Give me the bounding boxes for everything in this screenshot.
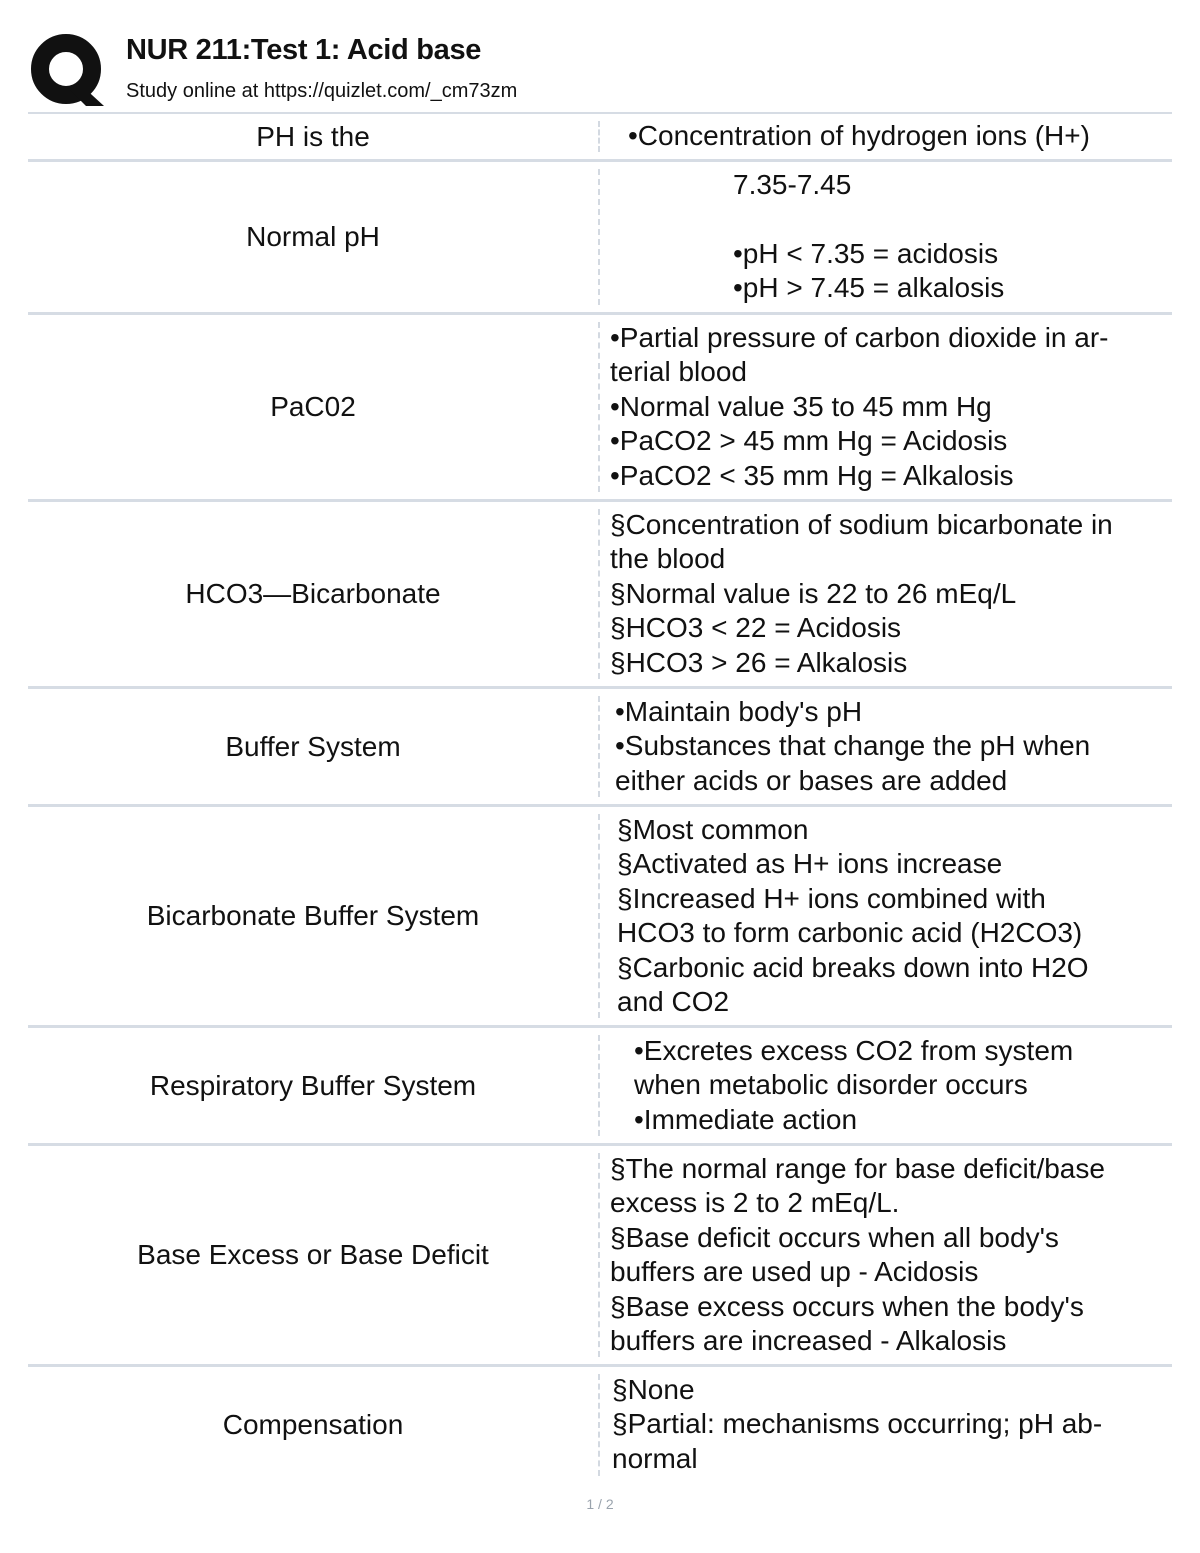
study-link-text: Study online at https://quizlet.com/_cm73zm xyxy=(126,80,518,102)
card-row xyxy=(28,1367,1172,1483)
card-row xyxy=(28,807,1172,1028)
card-row xyxy=(28,1146,1172,1367)
card-row xyxy=(28,1028,1172,1146)
card-row xyxy=(28,502,1172,689)
card-row xyxy=(28,689,1172,807)
card-row xyxy=(28,315,1172,502)
page-title: NUR 211:Test 1: Acid base xyxy=(126,34,482,66)
quizlet-logo-icon xyxy=(30,32,106,108)
card-term: Bicarbonate Buffer System xyxy=(146,900,480,931)
card-term: Respiratory Buffer System xyxy=(149,1069,477,1101)
card-term: Buffer System xyxy=(225,730,401,762)
card-term: Normal pH xyxy=(246,221,380,252)
card-term: Compensation xyxy=(222,1409,404,1440)
card-row xyxy=(28,114,1172,162)
card-definition: 7.35-7.45 •pH < 7.35 = acidosis •pH > 7.45 = alkalosis xyxy=(733,169,1005,304)
card-definition: •Concentration of hydrogen ions (H+) xyxy=(628,120,1090,151)
flashcard-table xyxy=(28,112,1172,1483)
card-definition: §Most common §Activated as H+ ions increase §Increased H+ ions combined with HCO3 to form carbonic acid (H2CO3) §Carbonic acid breaks down into H2O and CO2 xyxy=(617,814,1089,1018)
card-definition: §The normal range for base deficit/base excess is 2 to 2 mEq/L. §Base deficit occurs when all body's buffers are used up - Acidosis §Base excess occurs when the body's buffers are increased - Alkalosis xyxy=(610,1153,1105,1357)
page-number: 1 / 2 xyxy=(586,1496,614,1512)
card-definition: •Partial pressure of carbon dioxide in ar- terial blood •Normal value 35 to 45 mm Hg •PaCO2 > 45 mm Hg = Acidosis •PaCO2 < 35 mm Hg = Alkalosis xyxy=(610,322,1109,491)
card-row xyxy=(28,162,1172,315)
card-term: Base Excess or Base Deficit xyxy=(137,1239,489,1270)
page-header xyxy=(28,30,1178,110)
card-term: PaC02 xyxy=(270,391,356,422)
card-definition: •Maintain body's pH •Substances that change the pH when either acids or bases are added xyxy=(615,696,1091,796)
card-definition: §Concentration of sodium bicarbonate in the blood §Normal value is 22 to 26 mEq/L §HCO3 < 22 = Acidosis §HCO3 > 26 = Alkalosis xyxy=(610,509,1113,678)
card-definition: §None §Partial: mechanisms occurring; pH ab- normal xyxy=(612,1374,1103,1474)
card-term: HCO3—Bicarbonate xyxy=(185,578,441,609)
card-term: PH is the xyxy=(256,120,370,152)
card-definition: •Excretes excess CO2 from system when metabolic disorder occurs •Immediate action xyxy=(634,1035,1074,1135)
